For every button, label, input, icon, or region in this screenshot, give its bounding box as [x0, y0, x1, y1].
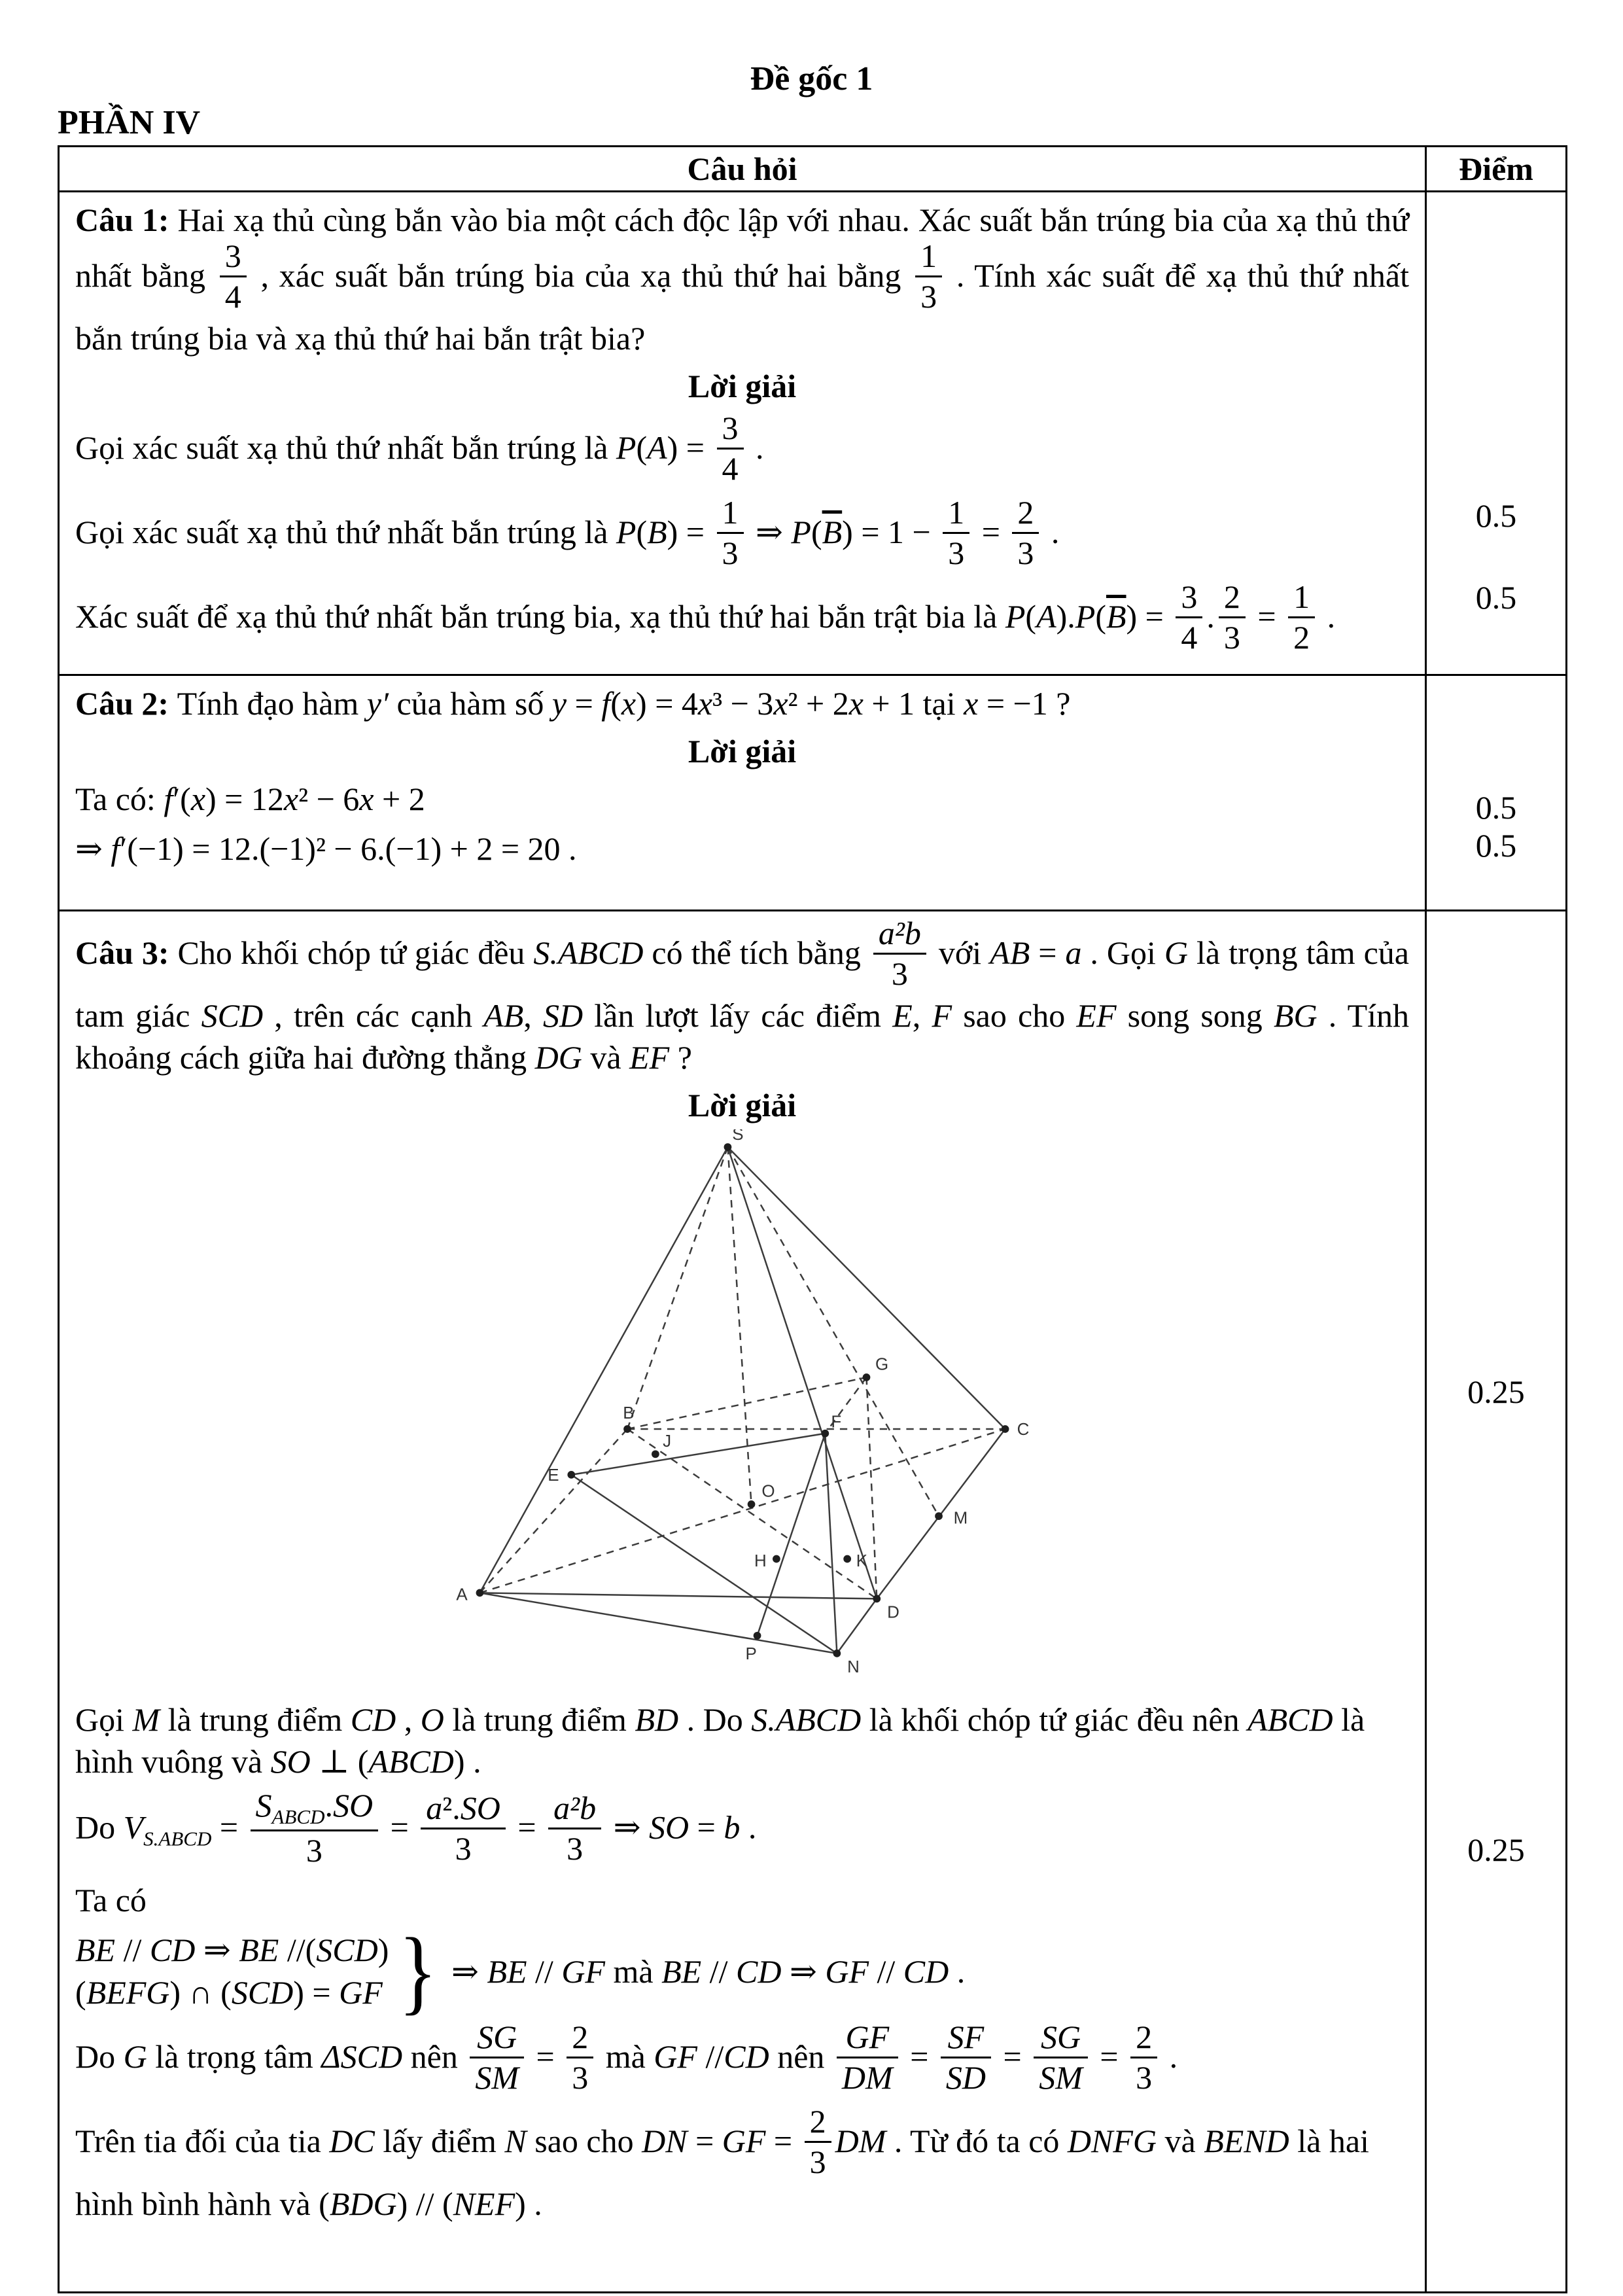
figure-point-dot-K [843, 1555, 851, 1563]
figure-point-dot-H [773, 1555, 780, 1563]
pyramid-figure-svg [455, 1129, 1030, 1683]
figure-point-dot-J [652, 1451, 659, 1458]
q2-question-cell [59, 675, 1426, 911]
score-value: 0.5 [1475, 789, 1517, 826]
q3-volume-equation: Do $V_{S.ABCD}$ = $\frac{S_{ABCD}.SO}{3}$ = $\frac{\text{a².SO}}{3}$ = $\frac{\text{a²b}}{3}$ ⇒ SO = b . [75, 1787, 757, 1869]
figure-point-dot-G [862, 1374, 870, 1382]
section-title: PHẦN IV [58, 104, 201, 142]
figure-edge-AC [480, 1429, 1005, 1593]
figure-point-label-G: G [875, 1356, 888, 1375]
figure-point-dot-M [935, 1513, 943, 1521]
q1-solution-line: Xác suất để xạ thủ thứ nhất bắn trúng bia, xạ thủ thứ hai bắn trật bia là $P(A).P(\overline{B})$ = $\frac{3}{4}$ . $\frac{2}{3}$ = $\frac{1}{2}$ . [75, 578, 1336, 656]
figure-edge-EF [571, 1434, 825, 1475]
qa-table [58, 145, 1567, 2293]
q1-solution-line: Gọi xác suất xạ thủ thứ nhất bắn trúng là P(B) = $\frac{1}{3}$ ⇒ $P(\overline{B}) = 1$ − $\frac{1}{3}$ = $\frac{2}{3}$ . [75, 494, 1060, 572]
figure-edge-EN [571, 1475, 837, 1653]
figure-edge-SA [480, 1147, 727, 1593]
figure-point-label-A: A [455, 1586, 468, 1605]
table-header-row [59, 147, 1567, 192]
q3-question-cell [59, 911, 1426, 2293]
score-value: 0.25 [1467, 1373, 1525, 1411]
q2-solution-line: ⇒ f′(−1) = 12.(−1)² − 6.(−1) + 2 = 20 . [75, 830, 577, 868]
q3-equation-system [75, 1918, 1409, 2024]
system-line: (BEFG) ∩ (SCD) = GF [75, 1974, 383, 2011]
figure-edge-SO [727, 1147, 751, 1504]
figure-point-dot-F [821, 1430, 829, 1438]
figure-edge-FN [825, 1434, 837, 1653]
q3-ta-co: Ta có [75, 1882, 147, 1919]
figure-point-label-P: P [745, 1645, 757, 1664]
figure-edge-BD [627, 1429, 877, 1598]
q3-score-cell [1426, 911, 1567, 2293]
question-row-3 [59, 911, 1567, 2293]
q3-solution-heading: Lời giải [688, 1087, 797, 1124]
right-brace: } [398, 1918, 438, 2024]
figure-edge-AN [480, 1593, 837, 1653]
score-value: 0.5 [1475, 497, 1517, 535]
figure-point-dot-C [1001, 1425, 1009, 1433]
figure-point-label-E: E [547, 1466, 559, 1485]
figure-point-dot-D [873, 1595, 881, 1603]
q3-statement: Câu 3: Cho khối chóp tứ giác đều S.ABCD có thể tích bằng $\frac{\text{a²b}}{3}$ với AB = a . Gọi G là trọng tâm của tam giác SCD , trên các cạnh AB, SD lần lượt lấy các điểm E, F sao cho EF song song BG . Tính khoảng cách giữa hai đường thẳng DG và EF ? [75, 915, 1410, 1076]
figure-point-label-N: N [846, 1658, 860, 1677]
q1-solution-line: Gọi xác suất xạ thủ thứ nhất bắn trúng là P(A) = $\frac{3}{4}$ . [75, 410, 764, 487]
system-equations [75, 1929, 389, 2014]
system-line: BE // CD ⇒ BE //(SCD) [75, 1932, 389, 1969]
figure-edge-SM [727, 1147, 939, 1516]
figure-point-dot-S [724, 1144, 731, 1152]
figure-edge-DN [837, 1599, 877, 1653]
q2-solution-line: Ta có: f′(x) = 12x² − 6x + 2 [75, 781, 425, 818]
figure-edge-SB [627, 1147, 727, 1429]
score-value: 0.5 [1475, 579, 1517, 616]
q2-score-cell [1426, 675, 1567, 911]
figure-point-label-C: C [1017, 1421, 1029, 1439]
q3-ratio-equation: Do G là trọng tâm ΔSCD nên $\frac{SG}{SM}$ = $\frac{2}{3}$ mà GF //CD nên $\frac{GF}{DM}$ = $\frac{SF}{SD}$ = $\frac{SG}{SM}$ = $\frac{2}{3}$ . [75, 2019, 1178, 2096]
figure-point-label-O: O [761, 1483, 775, 1502]
figure-point-dot-B [623, 1425, 631, 1433]
q1-statement: Câu 1: Hai xạ thủ cùng bắn vào bia một cách độc lập với nhau. Xác suất bắn trúng bia của xạ thủ thứ nhất bằng $\frac{3}{4}$ , xác suất bắn trúng bia của xạ thủ thứ hai bằng $\frac{1}{3}$ . Tính xác suất để xạ thủ thứ nhất bắn trúng bia và xạ thủ thứ hai bắn trật bia? [75, 202, 1409, 357]
geometry-figure [75, 1129, 1409, 1691]
figure-point-dot-P [753, 1632, 761, 1640]
q3-solution-paragraph: Gọi M là trung điểm CD , O là trung điểm BD . Do S.ABCD là khối chóp tứ giác đều nên ABCD là hình vuông và SO ⊥ (ABCD) . [75, 1701, 1365, 1780]
figure-point-dot-E [567, 1471, 575, 1479]
doc-title: Đề gốc 1 [750, 60, 873, 97]
system-conclusion: ⇒ BE // GF mà BE // CD ⇒ GF // CD . [451, 1953, 966, 1990]
figure-point-label-B: B [622, 1404, 635, 1423]
figure-point-label-H: H [754, 1552, 767, 1571]
score-value: 0.5 [1475, 827, 1517, 864]
figure-point-label-K: K [856, 1552, 867, 1571]
q2-statement: Câu 2: Tính đạo hàm y′ của hàm số y = f(x) = 4x³ − 3x² + 2x + 1 tại x = −1 ? [75, 685, 1071, 722]
figure-edge-FP [757, 1434, 825, 1636]
q3-final-paragraph: Trên tia đối của tia DC lấy điểm N sao cho DN = GF = $\frac{2}{3}$ DM . Từ đó ta có DNFG và BEND là hai hình bình hành và (BDG) // (NEF) . [75, 2103, 1369, 2223]
question-column-header: Câu hỏi [59, 147, 1426, 192]
figure-edge-AD [480, 1593, 877, 1599]
question-row-1 [59, 192, 1567, 675]
figure-point-dot-N [833, 1650, 841, 1657]
figure-point-label-J: J [662, 1432, 671, 1451]
figure-edge-SC [727, 1147, 1005, 1429]
q1-question-cell [59, 192, 1426, 675]
q1-score-cell [1426, 192, 1567, 675]
score-column-header: Điểm [1426, 147, 1567, 192]
figure-point-dot-A [476, 1589, 483, 1597]
figure-point-label-D: D [886, 1604, 899, 1623]
figure-edge-AB [480, 1429, 627, 1593]
figure-point-label-M: M [953, 1509, 968, 1528]
q1-solution-heading: Lời giải [688, 368, 797, 405]
figure-edge-GD [866, 1377, 877, 1598]
question-row-2 [59, 675, 1567, 911]
q2-solution-heading: Lời giải [688, 733, 797, 770]
figure-point-label-F: F [830, 1413, 841, 1432]
figure-edge-SD [727, 1147, 877, 1598]
figure-point-label-S: S [731, 1129, 744, 1144]
figure-point-dot-O [747, 1501, 755, 1509]
score-value: 0.25 [1467, 1831, 1525, 1869]
